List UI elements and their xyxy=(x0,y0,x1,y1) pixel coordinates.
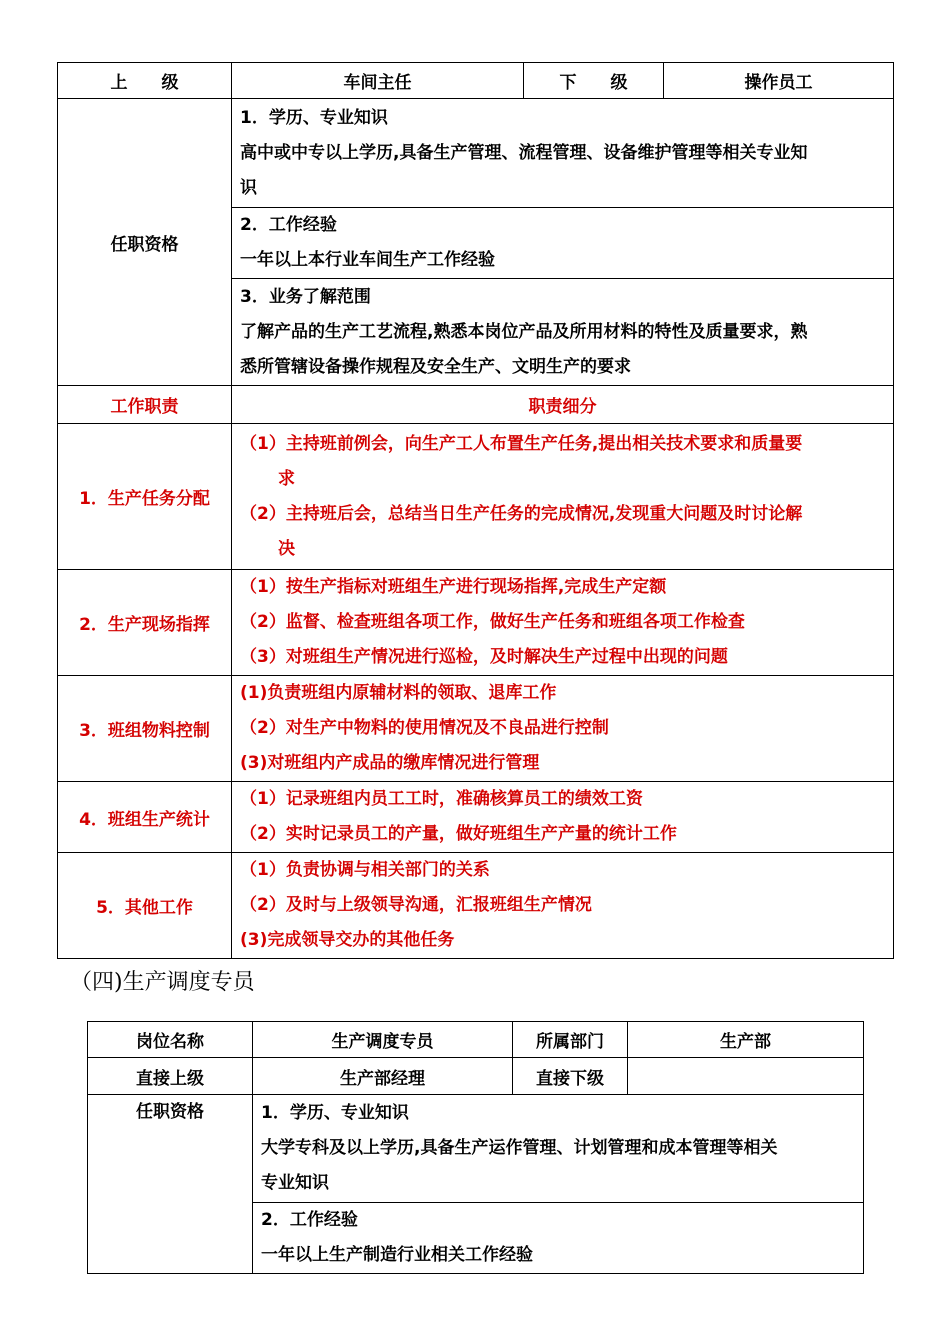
qualification-text: 了解产品的生产工艺流程,熟悉本岗位产品及所用材料的特性及质量要求，熟 xyxy=(240,321,808,342)
superior-label: 上 级 xyxy=(58,63,232,99)
qualifications-label xyxy=(88,1095,253,1274)
duty-details xyxy=(232,782,894,853)
qualification-title: 1．学历、专业知识 xyxy=(240,107,388,128)
qualification-text: 识 xyxy=(240,177,257,198)
duty-name: 5．其他工作 xyxy=(58,853,232,959)
qualification-experience xyxy=(253,1203,864,1274)
qualification-text: 悉所管辖设备操作规程及安全生产、文明生产的要求 xyxy=(240,356,631,377)
duty-name: 4．班组生产统计 xyxy=(58,782,232,853)
job-description-table-2 xyxy=(87,1021,864,1274)
qualification-title: 1．学历、专业知识 xyxy=(261,1103,409,1123)
qualification-business-scope xyxy=(232,279,894,386)
duty-details xyxy=(232,424,894,570)
position-label: 岗位名称 xyxy=(88,1022,253,1058)
qualification-title: 2．工作经验 xyxy=(240,215,337,235)
job-description-table xyxy=(57,62,894,959)
section-heading: （四)生产调度专员 xyxy=(70,970,255,995)
qualification-title: 2．工作经验 xyxy=(261,1210,358,1230)
duty-line: （1）主持班前例会，向生产工人布置生产任务,提出相关技术要求和质量要 xyxy=(240,433,803,454)
qualification-education xyxy=(232,99,894,208)
position-value: 生产调度专员 xyxy=(253,1022,513,1058)
duty-line: （2）对生产中物料的使用情况及不良品进行控制 xyxy=(240,718,609,738)
qualification-text: 高中或中专以上学历,具备生产管理、流程管理、设备维护管理等相关专业知 xyxy=(240,142,808,163)
qualification-education xyxy=(253,1095,864,1203)
superior-value: 车间主任 xyxy=(232,63,524,99)
duty-details xyxy=(232,853,894,959)
duty-line: （2）实时记录员工的产量，做好班组生产产量的统计工作 xyxy=(240,824,677,844)
subordinate-label: 下 级 xyxy=(524,63,664,99)
duty-name: 3．班组物料控制 xyxy=(58,676,232,782)
qualification-text: 一年以上生产制造行业相关工作经验 xyxy=(261,1245,533,1265)
duty-details xyxy=(232,676,894,782)
qualification-text: 大学专科及以上学历,具备生产运作管理、计划管理和成本管理等相关 xyxy=(261,1138,778,1158)
duty-line: (3)完成领导交办的其他任务 xyxy=(240,930,455,950)
qualifications-label-text: 任职资格 xyxy=(136,1102,204,1122)
duty-line: 求 xyxy=(278,468,295,489)
qualification-text: 专业知识 xyxy=(261,1173,329,1193)
duty-line: （1）按生产指标对班组生产进行现场指挥,完成生产定额 xyxy=(240,577,667,597)
qualification-text: 一年以上本行业车间生产工作经验 xyxy=(240,250,495,270)
qualification-experience xyxy=(232,208,894,279)
direct-subordinate-label: 直接下级 xyxy=(513,1058,628,1095)
qualifications-label: 任职资格 xyxy=(58,99,232,386)
direct-superior-label: 直接上级 xyxy=(88,1058,253,1095)
qualification-title: 3．业务了解范围 xyxy=(240,286,371,307)
duty-line: （3）对班组生产情况进行巡检，及时解决生产过程中出现的问题 xyxy=(240,647,728,667)
duty-details xyxy=(232,570,894,676)
duties-header-left: 工作职责 xyxy=(58,386,232,424)
duty-line: （2）主持班后会，总结当日生产任务的完成情况,发现重大问题及时讨论解 xyxy=(240,503,803,524)
duties-header-right: 职责细分 xyxy=(232,386,894,424)
duty-line: （1）负责协调与相关部门的关系 xyxy=(240,860,490,880)
duty-line: （2）及时与上级领导沟通，汇报班组生产情况 xyxy=(240,895,592,915)
duty-line: (1)负责班组内原辅材料的领取、退库工作 xyxy=(240,683,557,703)
duty-name: 2．生产现场指挥 xyxy=(58,570,232,676)
direct-subordinate-value xyxy=(628,1058,864,1095)
duty-line: （2）监督、检查班组各项工作，做好生产任务和班组各项工作检查 xyxy=(240,612,745,632)
direct-superior-value: 生产部经理 xyxy=(253,1058,513,1095)
subordinate-value: 操作员工 xyxy=(664,63,894,99)
duty-line: (3)对班组内产成品的缴库情况进行管理 xyxy=(240,753,540,773)
duty-line: 决 xyxy=(278,538,295,559)
department-value: 生产部 xyxy=(628,1022,864,1058)
duty-line: （1）记录班组内员工工时，准确核算员工的绩效工资 xyxy=(240,789,643,809)
duty-name: 1．生产任务分配 xyxy=(58,424,232,570)
department-label: 所属部门 xyxy=(513,1022,628,1058)
